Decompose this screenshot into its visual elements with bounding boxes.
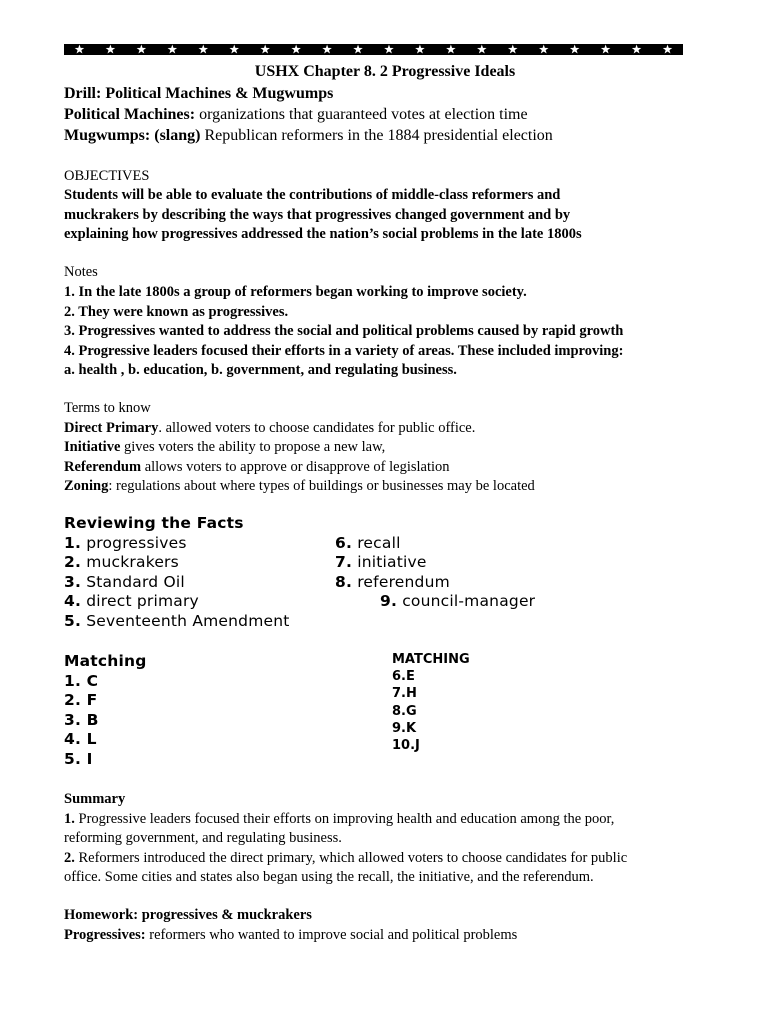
term-definition: allows voters to approve or disapprove of legislation <box>141 458 450 475</box>
homework-term <box>64 926 517 946</box>
list-item <box>64 592 290 612</box>
term-label: Referendum <box>64 458 142 475</box>
matching-item: 4. L <box>64 730 97 749</box>
term-item <box>64 458 450 478</box>
star-icon <box>570 45 580 54</box>
star-border-icon <box>64 44 683 55</box>
matching-item: 7.H <box>392 686 417 702</box>
terms-heading: Terms to know <box>64 400 151 416</box>
star-icon <box>477 45 487 54</box>
reviewing-heading: Reviewing the Facts <box>64 514 244 532</box>
item-text: referendum <box>352 572 450 591</box>
notes-line: 4. Progressive leaders focused their efforts in a variety of areas. These included improving: <box>64 342 624 359</box>
term-label: Direct Primary <box>64 419 159 436</box>
summary-paragraph-line: reforming government, and regulating business. <box>64 830 342 846</box>
star-icon <box>106 45 116 54</box>
item-text: council-manager <box>397 592 536 611</box>
item-text: progressives <box>81 533 187 552</box>
matching-item: 1. C <box>64 671 99 690</box>
matching-item: 9.K <box>392 720 417 736</box>
list-item <box>335 592 535 612</box>
list-item <box>64 573 290 593</box>
matching-item: 6.E <box>392 669 415 685</box>
item-number: 1. <box>64 810 75 827</box>
star-icon <box>415 45 425 54</box>
summary-paragraph-line: office. Some cities and states also began using the recall, the initiative, and the referendum. <box>64 869 594 885</box>
item-number: 9. <box>380 592 398 611</box>
matching-item: 3. B <box>64 710 99 729</box>
matching-item: 5. I <box>64 749 93 768</box>
summary-paragraph-line <box>64 810 614 830</box>
star-icon <box>168 45 178 54</box>
item-text: direct primary <box>81 592 199 611</box>
star-icon <box>508 45 518 54</box>
drill-term-political-machines <box>64 105 528 124</box>
star-icon <box>229 45 239 54</box>
term-item <box>64 477 535 497</box>
notes-line: a. health , b. education, b. government, and regulating business. <box>64 362 457 378</box>
reviewing-left-column <box>64 514 290 632</box>
term-label: Political Machines: <box>64 106 196 123</box>
summary-paragraph-line <box>64 849 627 869</box>
notes-line: 3. Progressives wanted to address the social and political problems caused by rapid growth <box>64 323 624 339</box>
matching-right-column <box>392 651 470 754</box>
term-label: Zoning <box>64 478 109 494</box>
term-item <box>64 438 385 458</box>
drill-term-mugwumps <box>64 126 553 145</box>
term-definition: reformers who wanted to improve social and political problems <box>145 926 518 943</box>
notes-line: 1. In the late 1800s a group of reformers began working to improve society. <box>64 284 527 300</box>
matching-item: 8.G <box>392 703 417 719</box>
summary-heading: Summary <box>64 791 126 807</box>
star-icon <box>601 45 611 54</box>
star-icon <box>446 45 456 54</box>
summary-text: Reformers introduced the direct primary, which allowed voters to choose candidates for public <box>74 849 628 866</box>
item-text: Standard Oil <box>81 572 185 591</box>
list-item <box>64 612 290 632</box>
objectives-line: Students will be able to evaluate the contributions of middle-class reformers and <box>64 187 561 203</box>
item-text: Seventeenth Amendment <box>81 611 290 630</box>
item-number: 7. <box>335 553 353 572</box>
objectives-heading: OBJECTIVES <box>64 168 150 184</box>
item-number: 6. <box>335 533 353 552</box>
term-label: Initiative <box>64 439 121 455</box>
star-icon <box>632 45 642 54</box>
objectives-line: explaining how progressives addressed the nation’s social problems in the late 1800s <box>64 226 582 242</box>
item-text: initiative <box>352 553 427 572</box>
star-icon <box>75 45 85 54</box>
term-definition: . allowed voters to choose candidates for public office. <box>158 419 476 436</box>
reviewing-right-column <box>335 534 535 612</box>
star-icon <box>199 45 209 54</box>
drill-heading: Drill: Political Machines & Mugwumps <box>64 85 334 102</box>
notes-heading: Notes <box>64 264 98 280</box>
star-border-decoration <box>64 44 683 55</box>
star-icon <box>663 45 673 54</box>
page-title: USHX Chapter 8. 2 Progressive Ideals <box>254 63 516 80</box>
star-icon <box>353 45 363 54</box>
term-definition: gives voters the ability to propose a new law, <box>120 439 386 455</box>
list-item <box>335 573 535 593</box>
objectives-line: muckrakers by describing the ways that progressives changed government and by <box>64 206 571 223</box>
item-text: recall <box>352 533 401 552</box>
star-icon <box>322 45 332 54</box>
star-icon <box>384 45 394 54</box>
list-item <box>64 534 290 554</box>
summary-text: Progressive leaders focused their efforts on improving health and education among the poor, <box>74 810 615 827</box>
term-item <box>64 419 475 439</box>
term-label: Mugwumps: (slang) <box>64 127 201 144</box>
item-number: 3. <box>64 572 82 591</box>
star-icon <box>137 45 147 54</box>
notes-line: 2. They were known as progressives. <box>64 303 289 320</box>
star-icon <box>539 45 549 54</box>
term-definition: Republican reformers in the 1884 presidential election <box>200 127 553 144</box>
term-label: Progressives: <box>64 926 146 943</box>
matching-item: 2. F <box>64 691 98 710</box>
list-item <box>335 553 535 573</box>
item-number: 2. <box>64 849 75 866</box>
term-definition: organizations that guaranteed votes at election time <box>195 106 528 123</box>
matching-item: 10.J <box>392 738 420 754</box>
item-number: 8. <box>335 572 353 591</box>
term-definition: : regulations about where types of buildings or businesses may be located <box>108 478 535 494</box>
homework-heading: Homework: progressives & muckrakers <box>64 907 312 923</box>
item-number: 2. <box>64 553 82 572</box>
item-number: 5. <box>64 611 82 630</box>
star-icon <box>291 45 301 54</box>
matching-heading: Matching <box>64 652 147 670</box>
list-item <box>335 534 535 554</box>
matching-right-heading: MATCHING <box>392 652 470 667</box>
star-icon <box>260 45 270 54</box>
item-text: muckrakers <box>81 553 179 572</box>
item-number: 1. <box>64 533 82 552</box>
item-number: 4. <box>64 592 82 611</box>
matching-left-column <box>64 652 147 770</box>
list-item <box>64 553 290 573</box>
